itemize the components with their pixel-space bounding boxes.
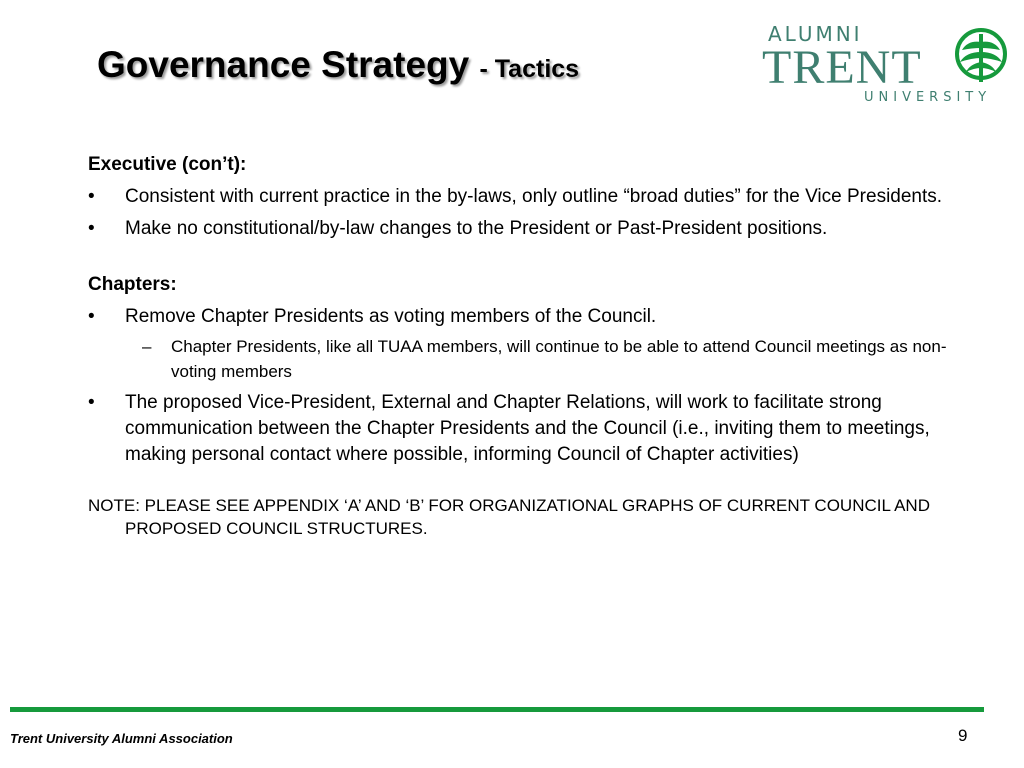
bullet-mark: • — [88, 392, 95, 413]
bullet-mark: • — [88, 306, 95, 327]
bullet-text: Remove Chapter Presidents as voting members of the Council. — [125, 306, 657, 327]
trillium-emblem-icon — [954, 26, 1008, 86]
slide-subtitle: - Tactics — [479, 55, 580, 83]
slide-body — [88, 152, 958, 557]
bullet-mark: • — [88, 218, 95, 239]
section-heading-chapters: Chapters: — [88, 274, 177, 295]
page-number: 9 — [958, 726, 968, 745]
trent-alumni-logo — [762, 22, 1010, 106]
sub-bullet-text: Chapter Presidents, like all TUAA members, will continue to be able to attend Council meetings as non-voting members — [171, 337, 947, 381]
sub-bullet-item — [88, 334, 958, 384]
footer-organization: Trent University Alumni Association — [10, 731, 233, 746]
logo-university-text: UNIVERSITY — [864, 90, 992, 105]
bullet-text: Make no constitutional/by-law changes to the President or Past-President positions. — [125, 218, 828, 239]
dash-mark: – — [142, 337, 152, 356]
bullet-text: Consistent with current practice in the by-laws, only outline “broad duties” for the Vice Presidents. — [125, 186, 943, 207]
bullet-mark: • — [88, 186, 95, 207]
section-heading-executive: Executive (con’t): — [88, 154, 247, 175]
bullet-item — [88, 184, 958, 210]
bullet-item — [88, 304, 958, 330]
bullet-item — [88, 216, 958, 242]
slide-title — [97, 44, 579, 86]
slide-title-main: Governance Strategy — [97, 44, 470, 85]
spacer — [88, 242, 958, 272]
appendix-note: NOTE: PLEASE SEE APPENDIX ‘A’ AND ‘B’ FOR ORGANIZATIONAL GRAPHS OF CURRENT COUNCIL AND PROPOSED COUNCIL STRUCTURES. — [88, 496, 930, 538]
footer-divider — [10, 707, 984, 712]
logo-trent-text: TRENT — [762, 41, 922, 94]
bullet-text: The proposed Vice-President, External and Chapter Relations, will work to facilitate strong communication between the Chapter Presidents and the Council (i.e., inviting them to meetings, making personal contact where possible, informing Council of Chapter activities) — [125, 392, 930, 465]
bullet-item — [88, 390, 958, 468]
logo-alumni-text: ALUMNI — [768, 22, 863, 46]
